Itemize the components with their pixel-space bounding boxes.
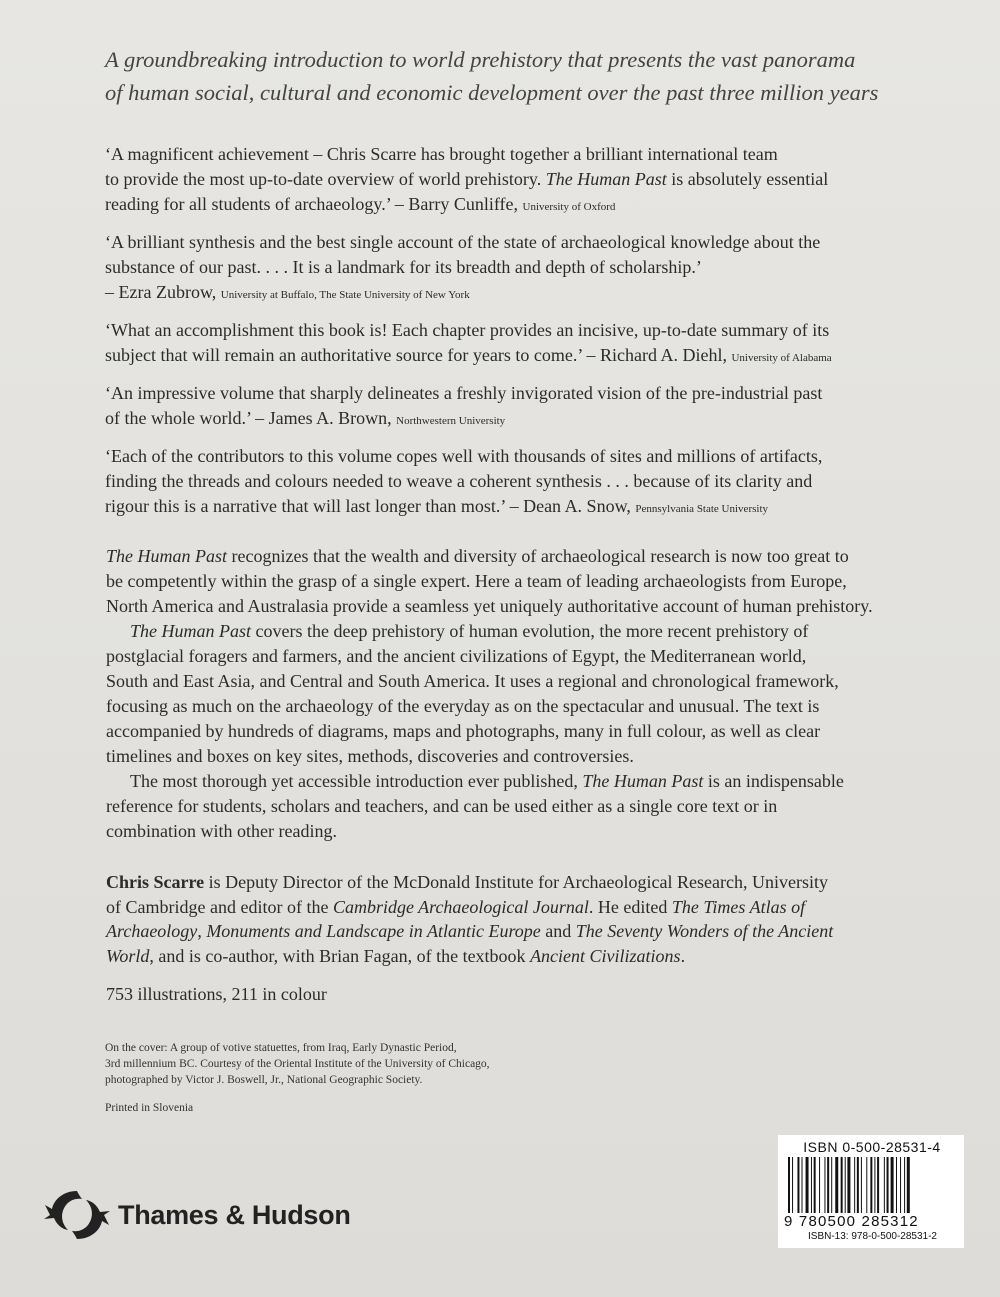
book-title: The Seventy Wonders of the Ancient	[575, 921, 834, 941]
cover-credit	[105, 1040, 490, 1088]
quote-line	[105, 406, 985, 434]
barcode-bar	[854, 1157, 855, 1213]
isbn-13: ISBN-13: 978-0-500-28531-2	[808, 1231, 937, 1242]
desc-line: postglacial foragers and farmers, and the ancient civilizations of Egypt, the Mediterranean world,	[106, 646, 807, 666]
illustrations-count: 753 illustrations, 211 in colour	[106, 984, 327, 1004]
desc-text: is an indispensable	[703, 771, 844, 791]
reviewer-affiliation: University at Buffalo, The State University of New York	[220, 289, 470, 301]
barcode-bar	[874, 1157, 875, 1213]
tagline-line: of human social, cultural and economic development over the past three million years	[105, 80, 879, 105]
barcode-bar	[827, 1157, 829, 1213]
desc-line: reference for students, scholars and teachers, and can be used either as a single core text or in	[106, 796, 778, 816]
book-title: The Human Past	[545, 169, 667, 189]
book-title: Monuments and Landscape in Atlantic Europe	[206, 921, 541, 941]
printed-in: Printed in Slovenia	[105, 1102, 194, 1114]
barcode-digits: 9 780500 285312	[784, 1213, 919, 1230]
book-title: World	[106, 945, 150, 966]
barcode-bar	[811, 1157, 812, 1213]
barcode-bar	[788, 1157, 790, 1213]
reviewer-affiliation: University of Alabama	[731, 352, 832, 364]
book-title: The Times Atlas of	[671, 896, 806, 917]
quote-text: rigour this is a narrative that will last longer than most.’ – Dean A. Snow,	[105, 496, 636, 516]
barcode-bar	[835, 1157, 838, 1213]
barcode-bar	[847, 1157, 850, 1213]
journal-title: Cambridge Archaeological Journal	[332, 896, 589, 917]
quote-text: is absolutely essential	[666, 169, 829, 189]
desc-line: North America and Australasia provide a seamless yet uniquely authoritative account of human prehistory.	[106, 596, 873, 616]
credit-line: photographed by Victor J. Boswell, Jr., National Geographic Society.	[105, 1074, 423, 1086]
quote-line: ‘Each of the contributors to this volume copes well with thousands of sites and millions of artifacts,	[105, 446, 823, 466]
bio-line	[106, 944, 986, 969]
quote-line	[105, 343, 985, 371]
publisher-logo	[42, 1185, 351, 1245]
quote-line: ‘A magnificent achievement – Chris Scarre has brought together a brilliant international team	[105, 144, 778, 164]
credit-line: On the cover: A group of votive statuettes, from Iraq, Early Dynastic Period,	[105, 1042, 457, 1054]
book-description	[106, 544, 986, 844]
barcode-bar	[792, 1157, 793, 1213]
credit-line: 3rd millennium BC. Courtesy of the Oriental Institute of the University of Chicago,	[105, 1058, 490, 1070]
quote-line	[105, 167, 985, 192]
tagline	[105, 43, 965, 109]
barcode-bar	[806, 1157, 809, 1213]
quote-text: reading for all students of archaeology.’ – Barry Cunliffe,	[105, 194, 523, 214]
quote-line: ‘A brilliant synthesis and the best single account of the state of archaeological knowledge about the	[105, 232, 821, 252]
barcode-bars	[786, 1157, 956, 1213]
bio-text: of Cambridge and editor of the	[106, 896, 333, 917]
barcode-bar	[841, 1157, 843, 1213]
barcode-bar	[797, 1157, 799, 1213]
reviewer-affiliation: Pennsylvania State University	[635, 503, 768, 515]
review-quote-brown	[105, 381, 985, 434]
barcode-bar	[877, 1157, 879, 1213]
review-quote-cunliffe	[105, 142, 985, 220]
bio-text: and	[540, 921, 576, 941]
barcode-bar	[870, 1157, 872, 1213]
desc-line: combination with other reading.	[106, 821, 337, 841]
barcode-bar	[814, 1157, 816, 1213]
desc-text: covers the deep prehistory of human evolution, the more recent prehistory of	[251, 621, 809, 641]
desc-line: be competently within the grasp of a single expert. Here a team of leading archaeologists from Europe,	[106, 571, 847, 591]
isbn-10: ISBN 0-500-28531-4	[803, 1139, 941, 1155]
barcode-bar	[861, 1157, 862, 1213]
publisher-name: Thames & Hudson	[118, 1199, 351, 1230]
desc-line: South and East Asia, and Central and South America. It uses a regional and chronological framework,	[106, 671, 839, 691]
bio-line	[106, 895, 986, 920]
desc-line: focusing as much on the archaeology of the everyday as on the spectacular and unusual. The text is	[106, 696, 820, 716]
barcode-bar	[845, 1157, 846, 1213]
quote-text: – Ezra Zubrow,	[105, 282, 221, 302]
author-bio	[106, 870, 986, 968]
bio-text: , and is co-author, with Brian Fagan, of the textbook	[149, 945, 531, 966]
quote-line	[105, 192, 985, 220]
barcode-bar	[887, 1157, 889, 1213]
bio-text: . He edited	[588, 896, 672, 917]
quote-text: of the whole world.’ – James A. Brown,	[105, 408, 397, 428]
reviewer-affiliation: University of Oxford	[522, 201, 616, 213]
desc-line: timelines and boxes on key sites, methods, discoveries and controversies.	[106, 746, 634, 766]
quote-line	[105, 280, 985, 308]
bio-text: .	[680, 945, 686, 966]
desc-line	[106, 769, 986, 794]
desc-text: recognizes that the wealth and diversity of archaeological research is now too great to	[227, 546, 849, 566]
barcode-bar	[900, 1157, 901, 1213]
bio-line	[106, 919, 986, 944]
bio-text: is Deputy Director of the McDonald Institute for Archaeological Research, University	[204, 872, 828, 892]
bio-text: ,	[197, 921, 207, 941]
desc-line: accompanied by hundreds of diagrams, maps and photographs, many in full colour, as well as clear	[106, 721, 821, 741]
quote-line: ‘What an accomplishment this book is! Each chapter provides an incisive, up-to-date summary of its	[105, 320, 830, 340]
book-title: The Human Past	[130, 621, 251, 641]
barcode-bar	[802, 1157, 803, 1213]
barcode-bar	[831, 1157, 832, 1213]
desc-line	[106, 619, 986, 644]
quote-text: subject that will remain an authoritative source for years to come.’ – Richard A. Diehl,	[105, 345, 732, 365]
author-name: Chris Scarre	[106, 872, 205, 892]
review-quote-zubrow	[105, 230, 985, 308]
barcode-bar	[824, 1157, 825, 1213]
barcode-bar	[884, 1157, 885, 1213]
review-quote-snow	[105, 444, 985, 522]
book-title: Archaeology	[106, 921, 198, 941]
barcode-bar	[896, 1157, 897, 1213]
barcode-bar	[904, 1157, 905, 1213]
dolphins-logo-icon	[42, 1185, 112, 1245]
tagline-line: A groundbreaking introduction to world prehistory that presents the vast panorama	[105, 47, 856, 72]
barcode-bar	[907, 1157, 910, 1213]
review-quote-diehl	[105, 318, 985, 371]
book-title: Ancient Civilizations	[530, 945, 681, 966]
barcode-bar	[866, 1157, 867, 1213]
bio-line	[106, 870, 986, 895]
quote-line: substance of our past. . . . It is a landmark for its breadth and depth of scholarship.’	[105, 257, 702, 277]
reviewer-affiliation: Northwestern University	[396, 415, 506, 427]
quote-line: ‘An impressive volume that sharply delineates a freshly invigorated vision of the pre-industrial past	[105, 383, 823, 403]
book-title: The Human Past	[582, 771, 704, 791]
book-title: The Human Past	[106, 546, 227, 566]
quote-line: finding the threads and colours needed to weave a coherent synthesis . . . because of its clarity and	[105, 471, 813, 491]
quote-line	[105, 494, 985, 522]
desc-line	[106, 544, 986, 569]
review-quotes	[105, 142, 985, 532]
desc-text: The most thorough yet accessible introduction ever published,	[130, 771, 583, 791]
barcode-bar	[891, 1157, 894, 1213]
quote-text: to provide the most up-to-date overview of world prehistory.	[105, 169, 546, 189]
barcode	[778, 1135, 964, 1248]
barcode-bar	[819, 1157, 820, 1213]
barcode-bar	[857, 1157, 859, 1213]
